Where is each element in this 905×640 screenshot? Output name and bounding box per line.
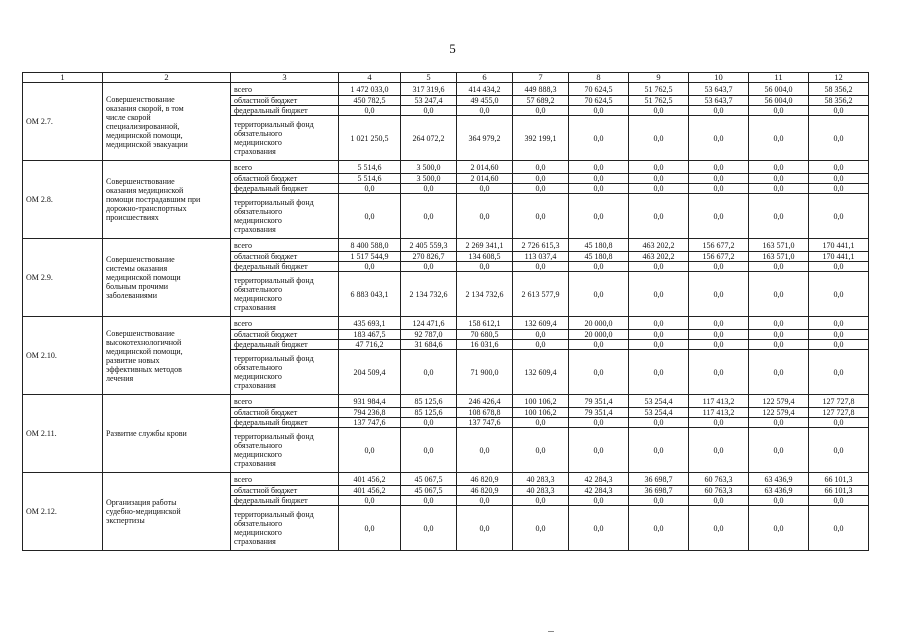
funding-source: федеральный бюджет <box>231 418 339 428</box>
amount-cell: 127 727,8 <box>809 395 869 408</box>
funding-source: всего <box>231 83 339 96</box>
amount-cell: 0,0 <box>689 428 749 473</box>
amount-cell: 401 456,2 <box>339 473 401 486</box>
amount-cell: 70 624,5 <box>569 96 629 106</box>
amount-cell: 8 400 588,0 <box>339 239 401 252</box>
amount-cell: 0,0 <box>689 272 749 317</box>
amount-cell: 0,0 <box>749 106 809 116</box>
amount-cell: 70 680,5 <box>457 330 513 340</box>
amount-cell: 100 106,2 <box>513 408 569 418</box>
amount-cell: 45 180,8 <box>569 239 629 252</box>
header-cell: 8 <box>569 73 629 83</box>
amount-cell: 6 883 043,1 <box>339 272 401 317</box>
amount-cell: 137 747,6 <box>457 418 513 428</box>
amount-cell: 0,0 <box>809 106 869 116</box>
amount-cell: 163 571,0 <box>749 239 809 252</box>
measure-code: ОМ 2.7. <box>23 83 103 161</box>
amount-cell: 132 609,4 <box>513 317 569 330</box>
amount-cell: 0,0 <box>457 194 513 239</box>
funding-source: областной бюджет <box>231 486 339 496</box>
funding-source: областной бюджет <box>231 174 339 184</box>
amount-cell: 170 441,1 <box>809 252 869 262</box>
amount-cell: 0,0 <box>749 116 809 161</box>
header-cell: 1 <box>23 73 103 83</box>
amount-cell: 0,0 <box>749 272 809 317</box>
amount-cell: 0,0 <box>513 262 569 272</box>
amount-cell: 0,0 <box>749 350 809 395</box>
amount-cell: 0,0 <box>401 506 457 551</box>
funding-source: территориальный фонд обязательного медицинского страхования <box>231 194 339 239</box>
amount-cell: 0,0 <box>809 184 869 194</box>
header-cell: 2 <box>103 73 231 83</box>
amount-cell: 183 467,5 <box>339 330 401 340</box>
amount-cell: 0,0 <box>809 174 869 184</box>
amount-cell: 0,0 <box>629 428 689 473</box>
amount-cell: 0,0 <box>809 350 869 395</box>
amount-cell: 0,0 <box>339 496 401 506</box>
amount-cell: 0,0 <box>689 350 749 395</box>
amount-cell: 0,0 <box>809 340 869 350</box>
header-cell: 11 <box>749 73 809 83</box>
amount-cell: 2 014,60 <box>457 174 513 184</box>
amount-cell: 127 727,8 <box>809 408 869 418</box>
amount-cell: 0,0 <box>513 496 569 506</box>
amount-cell: 0,0 <box>401 418 457 428</box>
table-row <box>23 83 869 96</box>
measure-name: Совершенствование высокотехнологичной медицинской помощи, развитие новых эффективных методов лечения <box>103 317 231 395</box>
amount-cell: 0,0 <box>749 428 809 473</box>
amount-cell: 0,0 <box>749 194 809 239</box>
amount-cell: 0,0 <box>513 506 569 551</box>
amount-cell: 0,0 <box>629 174 689 184</box>
funding-source: федеральный бюджет <box>231 106 339 116</box>
amount-cell: 158 612,1 <box>457 317 513 330</box>
amount-cell: 0,0 <box>809 428 869 473</box>
amount-cell: 0,0 <box>689 496 749 506</box>
amount-cell: 40 283,3 <box>513 486 569 496</box>
amount-cell: 1 517 544,9 <box>339 252 401 262</box>
amount-cell: 122 579,4 <box>749 408 809 418</box>
amount-cell: 49 455,0 <box>457 96 513 106</box>
amount-cell: 0,0 <box>689 174 749 184</box>
amount-cell: 0,0 <box>689 262 749 272</box>
amount-cell: 0,0 <box>513 418 569 428</box>
amount-cell: 0,0 <box>401 194 457 239</box>
amount-cell: 0,0 <box>689 330 749 340</box>
amount-cell: 0,0 <box>513 174 569 184</box>
amount-cell: 0,0 <box>457 106 513 116</box>
amount-cell: 450 782,5 <box>339 96 401 106</box>
amount-cell: 0,0 <box>809 161 869 174</box>
funding-source: всего <box>231 161 339 174</box>
amount-cell: 46 820,9 <box>457 486 513 496</box>
header-cell: 10 <box>689 73 749 83</box>
amount-cell: 46 820,9 <box>457 473 513 486</box>
amount-cell: 70 624,5 <box>569 83 629 96</box>
table-row <box>23 161 869 174</box>
amount-cell: 392 199,1 <box>513 116 569 161</box>
amount-cell: 2 405 559,3 <box>401 239 457 252</box>
amount-cell: 58 356,2 <box>809 83 869 96</box>
amount-cell: 79 351,4 <box>569 395 629 408</box>
funding-source: территориальный фонд обязательного медицинского страхования <box>231 350 339 395</box>
header-cell: 7 <box>513 73 569 83</box>
funding-source: федеральный бюджет <box>231 184 339 194</box>
measure-code: ОМ 2.10. <box>23 317 103 395</box>
amount-cell: 0,0 <box>809 330 869 340</box>
amount-cell: 42 284,3 <box>569 486 629 496</box>
header-cell: 5 <box>401 73 457 83</box>
amount-cell: 47 716,2 <box>339 340 401 350</box>
funding-source: всего <box>231 395 339 408</box>
amount-cell: 0,0 <box>809 496 869 506</box>
amount-cell: 0,0 <box>569 272 629 317</box>
amount-cell: 0,0 <box>749 506 809 551</box>
amount-cell: 36 698,7 <box>629 486 689 496</box>
amount-cell: 0,0 <box>749 330 809 340</box>
amount-cell: 463 202,2 <box>629 239 689 252</box>
amount-cell: 0,0 <box>401 350 457 395</box>
amount-cell: 51 762,5 <box>629 96 689 106</box>
budget-table <box>22 72 869 551</box>
amount-cell: 51 762,5 <box>629 83 689 96</box>
table-row <box>23 473 869 486</box>
amount-cell: 0,0 <box>629 496 689 506</box>
amount-cell: 0,0 <box>749 174 809 184</box>
amount-cell: 113 037,4 <box>513 252 569 262</box>
measure-name: Совершенствование оказания скорой, в том числе скорой специализированной, медицинской помощи, медицинской эвакуации <box>103 83 231 161</box>
header-cell: 9 <box>629 73 689 83</box>
amount-cell: 204 509,4 <box>339 350 401 395</box>
amount-cell: 117 413,2 <box>689 395 749 408</box>
amount-cell: 132 609,4 <box>513 350 569 395</box>
header-row <box>23 73 869 83</box>
amount-cell: 45 067,5 <box>401 473 457 486</box>
amount-cell: 2 269 341,1 <box>457 239 513 252</box>
amount-cell: 0,0 <box>629 340 689 350</box>
amount-cell: 0,0 <box>689 194 749 239</box>
amount-cell: 85 125,6 <box>401 395 457 408</box>
amount-cell: 66 101,3 <box>809 473 869 486</box>
amount-cell: 0,0 <box>569 340 629 350</box>
table-body <box>23 83 869 551</box>
amount-cell: 163 571,0 <box>749 252 809 262</box>
funding-source: федеральный бюджет <box>231 262 339 272</box>
amount-cell: 40 283,3 <box>513 473 569 486</box>
amount-cell: 53 643,7 <box>689 83 749 96</box>
page-number: 5 <box>449 41 456 56</box>
amount-cell: 0,0 <box>569 428 629 473</box>
amount-cell: 3 500,0 <box>401 161 457 174</box>
funding-source: областной бюджет <box>231 408 339 418</box>
amount-cell: 0,0 <box>339 106 401 116</box>
funding-source: федеральный бюджет <box>231 340 339 350</box>
amount-cell: 53 643,7 <box>689 96 749 106</box>
amount-cell: 0,0 <box>339 194 401 239</box>
amount-cell: 0,0 <box>689 184 749 194</box>
amount-cell: 0,0 <box>513 161 569 174</box>
amount-cell: 108 678,8 <box>457 408 513 418</box>
amount-cell: 264 072,2 <box>401 116 457 161</box>
amount-cell: 156 677,2 <box>689 252 749 262</box>
table-row <box>23 239 869 252</box>
amount-cell: 435 693,1 <box>339 317 401 330</box>
amount-cell: 0,0 <box>749 262 809 272</box>
header-cell: 6 <box>457 73 513 83</box>
amount-cell: 0,0 <box>513 428 569 473</box>
amount-cell: 0,0 <box>339 184 401 194</box>
amount-cell: 0,0 <box>401 106 457 116</box>
amount-cell: 58 356,2 <box>809 96 869 106</box>
amount-cell: 0,0 <box>689 340 749 350</box>
amount-cell: 0,0 <box>569 506 629 551</box>
amount-cell: 5 514,6 <box>339 174 401 184</box>
funding-source: территориальный фонд обязательного медицинского страхования <box>231 272 339 317</box>
amount-cell: 0,0 <box>629 194 689 239</box>
amount-cell: 0,0 <box>689 161 749 174</box>
amount-cell: 66 101,3 <box>809 486 869 496</box>
amount-cell: 60 763,3 <box>689 486 749 496</box>
amount-cell: 16 031,6 <box>457 340 513 350</box>
funding-source: территориальный фонд обязательного медицинского страхования <box>231 428 339 473</box>
amount-cell: 137 747,6 <box>339 418 401 428</box>
amount-cell: 364 979,2 <box>457 116 513 161</box>
amount-cell: 0,0 <box>629 330 689 340</box>
amount-cell: 42 284,3 <box>569 473 629 486</box>
amount-cell: 1 021 250,5 <box>339 116 401 161</box>
amount-cell: 0,0 <box>809 317 869 330</box>
amount-cell: 0,0 <box>629 184 689 194</box>
amount-cell: 85 125,6 <box>401 408 457 418</box>
amount-cell: 414 434,2 <box>457 83 513 96</box>
measure-name: Организация работы судебно-медицинской экспертизы <box>103 473 231 551</box>
amount-cell: 0,0 <box>629 350 689 395</box>
amount-cell: 117 413,2 <box>689 408 749 418</box>
amount-cell: 0,0 <box>339 506 401 551</box>
amount-cell: 63 436,9 <box>749 486 809 496</box>
amount-cell: 53 254,4 <box>629 408 689 418</box>
measure-name: Совершенствование системы оказания медицинской помощи больным прочими заболеваниями <box>103 239 231 317</box>
amount-cell: 0,0 <box>401 428 457 473</box>
amount-cell: 124 471,6 <box>401 317 457 330</box>
amount-cell: 170 441,1 <box>809 239 869 252</box>
amount-cell: 0,0 <box>809 418 869 428</box>
amount-cell: 0,0 <box>513 330 569 340</box>
amount-cell: 0,0 <box>569 161 629 174</box>
amount-cell: 0,0 <box>569 116 629 161</box>
amount-cell: 0,0 <box>629 317 689 330</box>
amount-cell: 0,0 <box>809 116 869 161</box>
amount-cell: 31 684,6 <box>401 340 457 350</box>
amount-cell: 246 426,4 <box>457 395 513 408</box>
amount-cell: 270 826,7 <box>401 252 457 262</box>
amount-cell: 5 514,6 <box>339 161 401 174</box>
amount-cell: 0,0 <box>401 184 457 194</box>
amount-cell: 1 472 033,0 <box>339 83 401 96</box>
funding-source: областной бюджет <box>231 330 339 340</box>
funding-source: территориальный фонд обязательного медицинского страхования <box>231 506 339 551</box>
amount-cell: 53 247,4 <box>401 96 457 106</box>
amount-cell: 401 456,2 <box>339 486 401 496</box>
header-cell: 4 <box>339 73 401 83</box>
amount-cell: 2 134 732,6 <box>457 272 513 317</box>
amount-cell: 20 000,0 <box>569 317 629 330</box>
amount-cell: 53 254,4 <box>629 395 689 408</box>
measure-name: Совершенствование оказания медицинской помощи пострадавшим при дорожно-транспортных происшествиях <box>103 161 231 239</box>
amount-cell: 122 579,4 <box>749 395 809 408</box>
amount-cell: 0,0 <box>809 272 869 317</box>
amount-cell: 0,0 <box>457 506 513 551</box>
amount-cell: 0,0 <box>689 418 749 428</box>
amount-cell: 794 236,8 <box>339 408 401 418</box>
amount-cell: 0,0 <box>749 496 809 506</box>
amount-cell: 931 984,4 <box>339 395 401 408</box>
amount-cell: 0,0 <box>629 161 689 174</box>
amount-cell: 0,0 <box>457 184 513 194</box>
table-row <box>23 395 869 408</box>
amount-cell: 0,0 <box>569 106 629 116</box>
measure-name: Развитие службы крови <box>103 395 231 473</box>
amount-cell: 0,0 <box>689 506 749 551</box>
amount-cell: 100 106,2 <box>513 395 569 408</box>
amount-cell: 2 134 732,6 <box>401 272 457 317</box>
amount-cell: 0,0 <box>629 506 689 551</box>
amount-cell: 45 067,5 <box>401 486 457 496</box>
amount-cell: 0,0 <box>457 496 513 506</box>
funding-source: всего <box>231 317 339 330</box>
amount-cell: 56 004,0 <box>749 96 809 106</box>
amount-cell: 36 698,7 <box>629 473 689 486</box>
funding-source: областной бюджет <box>231 252 339 262</box>
funding-source: областной бюджет <box>231 96 339 106</box>
amount-cell: 0,0 <box>689 106 749 116</box>
funding-source: территориальный фонд обязательного медицинского страхования <box>231 116 339 161</box>
amount-cell: 0,0 <box>401 262 457 272</box>
amount-cell: 0,0 <box>569 262 629 272</box>
funding-source: всего <box>231 473 339 486</box>
amount-cell: 0,0 <box>689 317 749 330</box>
amount-cell: 63 436,9 <box>749 473 809 486</box>
amount-cell: 20 000,0 <box>569 330 629 340</box>
amount-cell: 0,0 <box>513 340 569 350</box>
table-header <box>23 73 869 83</box>
amount-cell: 0,0 <box>339 262 401 272</box>
amount-cell: 0,0 <box>513 194 569 239</box>
amount-cell: 0,0 <box>569 194 629 239</box>
amount-cell: 0,0 <box>749 418 809 428</box>
measure-code: ОМ 2.8. <box>23 161 103 239</box>
amount-cell: 449 888,3 <box>513 83 569 96</box>
amount-cell: 56 004,0 <box>749 83 809 96</box>
amount-cell: 2 613 577,9 <box>513 272 569 317</box>
amount-cell: 0,0 <box>569 418 629 428</box>
funding-source: всего <box>231 239 339 252</box>
amount-cell: 0,0 <box>629 262 689 272</box>
amount-cell: 92 787,0 <box>401 330 457 340</box>
scan-mark <box>548 631 554 632</box>
amount-cell: 0,0 <box>339 428 401 473</box>
amount-cell: 0,0 <box>629 418 689 428</box>
amount-cell: 0,0 <box>749 184 809 194</box>
amount-cell: 0,0 <box>569 350 629 395</box>
amount-cell: 156 677,2 <box>689 239 749 252</box>
amount-cell: 71 900,0 <box>457 350 513 395</box>
measure-code: ОМ 2.12. <box>23 473 103 551</box>
amount-cell: 0,0 <box>629 106 689 116</box>
amount-cell: 3 500,0 <box>401 174 457 184</box>
header-cell: 12 <box>809 73 869 83</box>
amount-cell: 0,0 <box>401 496 457 506</box>
amount-cell: 0,0 <box>809 506 869 551</box>
amount-cell: 45 180,8 <box>569 252 629 262</box>
amount-cell: 0,0 <box>749 317 809 330</box>
amount-cell: 0,0 <box>749 161 809 174</box>
amount-cell: 0,0 <box>809 194 869 239</box>
amount-cell: 0,0 <box>569 184 629 194</box>
amount-cell: 2 014,60 <box>457 161 513 174</box>
amount-cell: 60 763,3 <box>689 473 749 486</box>
amount-cell: 0,0 <box>513 184 569 194</box>
amount-cell: 79 351,4 <box>569 408 629 418</box>
amount-cell: 317 319,6 <box>401 83 457 96</box>
amount-cell: 0,0 <box>809 262 869 272</box>
amount-cell: 0,0 <box>629 116 689 161</box>
measure-code: ОМ 2.11. <box>23 395 103 473</box>
amount-cell: 0,0 <box>569 174 629 184</box>
measure-code: ОМ 2.9. <box>23 239 103 317</box>
table-row <box>23 317 869 330</box>
amount-cell: 0,0 <box>457 428 513 473</box>
amount-cell: 0,0 <box>749 340 809 350</box>
amount-cell: 57 689,2 <box>513 96 569 106</box>
amount-cell: 0,0 <box>569 496 629 506</box>
funding-source: федеральный бюджет <box>231 496 339 506</box>
amount-cell: 0,0 <box>457 262 513 272</box>
amount-cell: 2 726 615,3 <box>513 239 569 252</box>
amount-cell: 134 608,5 <box>457 252 513 262</box>
amount-cell: 0,0 <box>513 106 569 116</box>
amount-cell: 463 202,2 <box>629 252 689 262</box>
header-cell: 3 <box>231 73 339 83</box>
amount-cell: 0,0 <box>629 272 689 317</box>
amount-cell: 0,0 <box>689 116 749 161</box>
